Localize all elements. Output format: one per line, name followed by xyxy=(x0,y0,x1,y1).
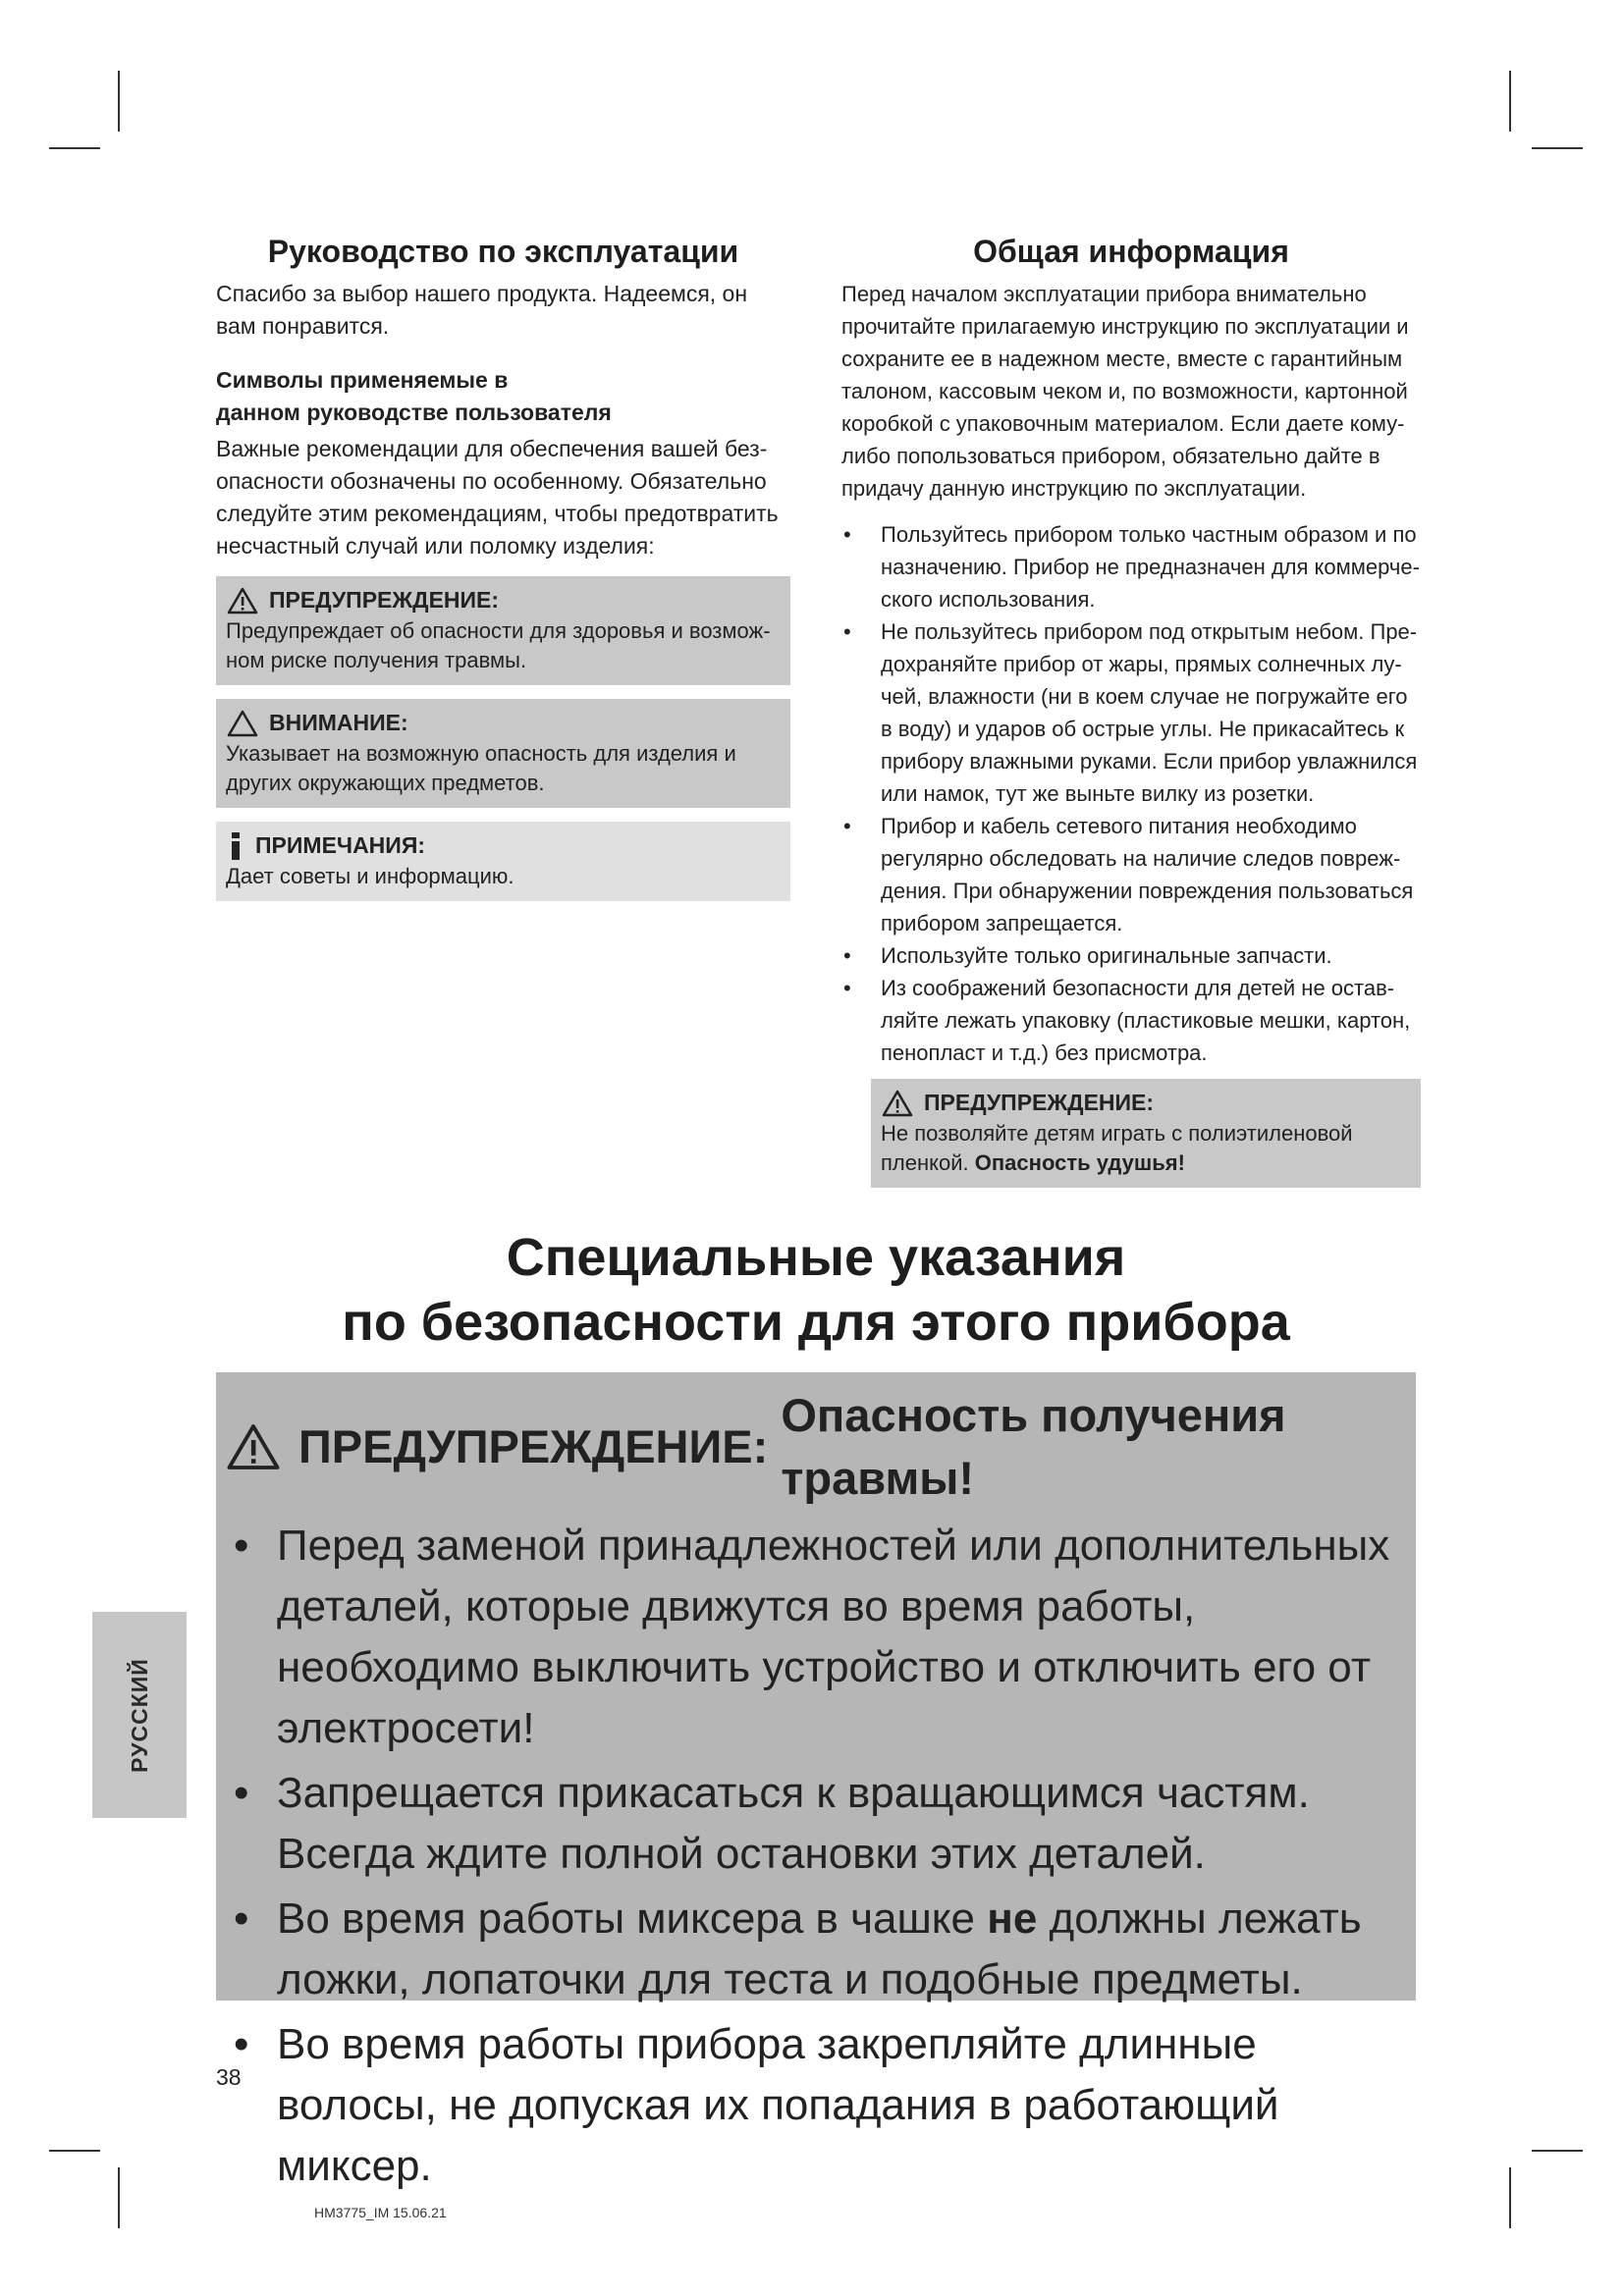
children-warning-box xyxy=(871,1079,1421,1188)
list-item xyxy=(226,1516,1406,1759)
crop-mark xyxy=(1509,2167,1511,2228)
crop-mark xyxy=(49,2150,100,2152)
caution-box-label: ВНИМАНИЕ: xyxy=(269,710,408,735)
special-safety-title xyxy=(216,1225,1416,1355)
crop-mark xyxy=(118,2167,120,2228)
general-info-list xyxy=(841,518,1421,1069)
suffocation-danger-text: Опасность удушья! xyxy=(974,1150,1185,1175)
info-icon xyxy=(226,831,245,861)
bullet-marker: • xyxy=(234,1895,249,1943)
bullet-marker: • xyxy=(234,1769,249,1817)
language-side-tab xyxy=(92,1612,187,1818)
crop-mark xyxy=(1532,2150,1583,2152)
note-box-text: Дает советы и информацию. xyxy=(226,864,514,888)
intro-text: Спасибо за выбор нашего продукта. Надеемся, он вам понравится. xyxy=(216,281,748,339)
children-warning-title xyxy=(881,1087,1411,1119)
children-warning-text xyxy=(881,1119,1411,1178)
list-item xyxy=(226,2014,1406,2197)
list-item xyxy=(226,1763,1406,1885)
injury-warning-heading xyxy=(226,1384,1406,1510)
list-item-text: Во время работы миксера в чашке xyxy=(277,1895,976,1943)
language-label: РУССКИЙ xyxy=(126,1657,152,1773)
right-column xyxy=(841,234,1421,1188)
list-item xyxy=(841,615,1421,810)
list-item-text: Не пользуйтесь прибором под открытым небом. Предохраняйте прибор от жары, прямых солнечных лучей, влажности (ни в коем случае не погружайте его в воду) и ударов об острые углы. Не прикасайтесь к прибору влажными руками. Если прибор увлажнился или намок, тут же выньте вилку из розетки. xyxy=(881,619,1418,806)
injury-warning-label: ПРЕДУПРЕЖДЕНИЕ: xyxy=(298,1420,769,1472)
injury-warning-text: Опасность получения травмы! xyxy=(781,1389,1286,1504)
general-info-text: Перед началом эксплуатации прибора внимательно прочитайте прилагаемую инструкцию по эксплуатации и сохраните ее в надежном месте, вместе с гарантийным талоном, кассовым чеком и, по возможности, картонной коробкой с упаковочным материалом. Если даете кому-либо попользоваться прибором, обязательно дайте в придачу данную инструкцию по эксплуатации. xyxy=(841,282,1409,501)
warning-box-title xyxy=(226,584,781,616)
list-item-text: Перед заменой принадлежностей или дополнительных деталей, которые движутся во время работы, необходимо выключить устройство и отключить его от электросети! xyxy=(277,1522,1390,1752)
bullet-marker: • xyxy=(234,2020,249,2068)
page-number: 38 xyxy=(216,2064,242,2090)
list-item-text: должны лежать ложки, лопаточки для теста и подобные предметы. xyxy=(277,1895,1362,2003)
list-item-text: Во время работы прибора закрепляйте длинные волосы, не допуская их попадания в работающий миксер. xyxy=(277,2020,1279,2190)
note-box xyxy=(216,822,790,901)
caution-triangle-icon xyxy=(226,709,259,738)
list-item xyxy=(841,972,1421,1069)
list-item-text: Используйте только оригинальные запчасти. xyxy=(881,943,1332,968)
list-item xyxy=(841,939,1421,972)
bullet-marker: • xyxy=(843,943,851,968)
note-box-title xyxy=(226,829,781,862)
caution-box-text: Указывает на возможную опасность для изделия и других окружающих предметов. xyxy=(226,741,736,795)
symbols-heading-line: Символы применяемые в xyxy=(216,367,509,393)
footer-code: HM3775_IM 15.06.21 xyxy=(314,2205,447,2220)
list-item xyxy=(841,518,1421,615)
list-item-text: Из соображений безопасности для детей не оставляйте лежать упаковку (пластиковые мешки, картон, пенопласт и т.д.) без присмотра. xyxy=(881,976,1411,1065)
bullet-marker: • xyxy=(234,1522,249,1570)
crop-mark xyxy=(1532,147,1583,149)
list-item xyxy=(841,810,1421,939)
bullet-marker: • xyxy=(843,976,851,1000)
warning-box-text: Предупреждает об опасности для здоровья и возможном риске получения травмы. xyxy=(226,618,771,672)
list-item-text: Прибор и кабель сетевого питания необходимо регулярно обследовать на наличие следов повреждения. При обнаружении повреждения пользоваться прибором запрещается. xyxy=(881,814,1414,935)
caution-box xyxy=(216,699,790,808)
children-warning-sentence: Не позволяйте детям играть с полиэтиленовой пленкой. xyxy=(881,1121,1353,1175)
warning-triangle-icon xyxy=(226,586,259,615)
crop-mark xyxy=(49,147,100,149)
children-warning-label: ПРЕДУПРЕЖДЕНИЕ: xyxy=(924,1090,1155,1115)
symbols-heading xyxy=(216,364,790,429)
bullet-marker: • xyxy=(843,814,851,838)
bullet-marker: • xyxy=(843,619,851,644)
manual-title: Руководство по эксплуатации xyxy=(267,234,739,269)
symbols-heading-line: данном руководстве пользователя xyxy=(216,400,612,425)
warning-box xyxy=(216,576,790,685)
left-column xyxy=(216,234,790,901)
bullet-marker: • xyxy=(843,522,851,547)
crop-mark xyxy=(1509,71,1511,132)
general-info-title: Общая информация xyxy=(973,234,1289,269)
symbols-text: Важные рекомендации для обеспечения вашей безопасности обозначены по особенному. Обязательно следуйте этим рекомендациям, чтобы предотвратить несчастный случай или поломку изделия: xyxy=(216,436,779,559)
list-item-emphasis: не xyxy=(987,1895,1038,1943)
note-box-label: ПРИМЕЧАНИЯ: xyxy=(255,832,426,858)
injury-warning-list xyxy=(226,1516,1406,2197)
warning-triangle-icon xyxy=(881,1089,914,1118)
special-safety-title-line: по безопасности для этого прибора xyxy=(342,1293,1290,1352)
special-safety-title-line: Специальные указания xyxy=(506,1228,1126,1287)
crop-mark xyxy=(118,71,120,132)
caution-box-title xyxy=(226,707,781,739)
list-item-text: Пользуйтесь прибором только частным образом и по назначению. Прибор не предназначен для коммерческого использования. xyxy=(881,522,1420,612)
warning-triangle-icon xyxy=(226,1422,281,1471)
list-item xyxy=(226,1889,1406,2010)
list-item-text: Запрещается прикасаться к вращающимся частям. Всегда ждите полной остановки этих деталей. xyxy=(277,1769,1310,1878)
warning-box-label: ПРЕДУПРЕЖДЕНИЕ: xyxy=(269,587,500,613)
